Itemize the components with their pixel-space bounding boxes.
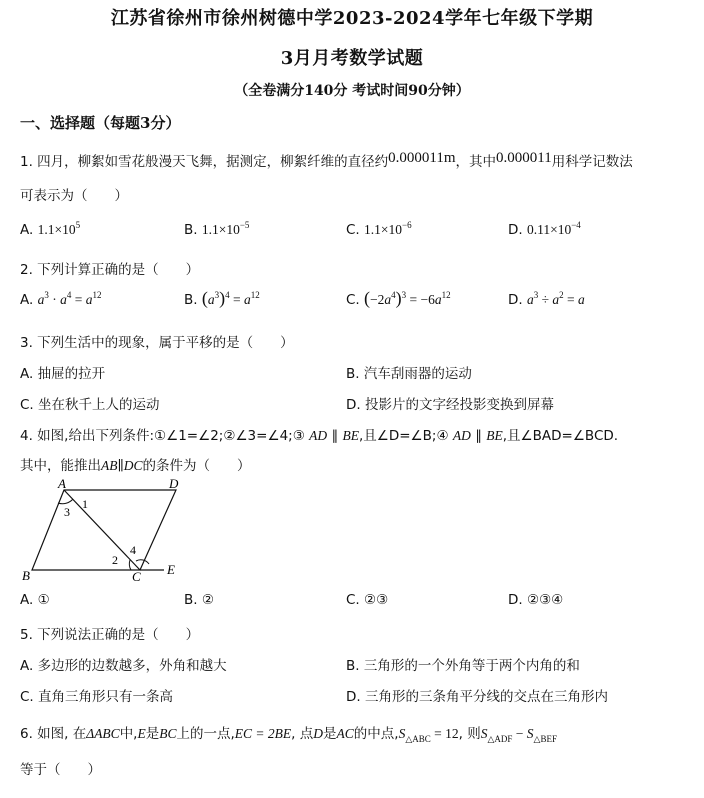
- q4-option-a[interactable]: A. ①: [20, 592, 50, 608]
- q4-option-b[interactable]: B. ②: [184, 592, 214, 608]
- q5-option-d[interactable]: D. 三角形的三条角平分线的交点在三角形内: [346, 689, 608, 705]
- question-1-line-1: 1. 四月，柳絮如雪花般漫天飞舞，据测定，柳絮纤维的直径约0.000011m，其中0.000011用科学记数法: [20, 150, 633, 170]
- label-d: D: [169, 478, 179, 491]
- q4-option-d[interactable]: D. ②③④: [508, 592, 564, 608]
- label-angle-2: 2: [112, 553, 118, 567]
- label-e: E: [167, 562, 175, 577]
- q4-parallelogram-figure: [18, 478, 188, 582]
- q1-option-b[interactable]: B. $1.1\times 10^{-5}$: [184, 220, 250, 238]
- q1-option-a[interactable]: A. $1.1\times 10^5$: [20, 220, 81, 238]
- section-heading: 一、选择题（每题3分）: [20, 114, 181, 132]
- q3-option-c[interactable]: C. 坐在秋千上人的运动: [20, 397, 160, 413]
- q5-option-a[interactable]: A. 多边形的边数越多，外角和越大: [20, 658, 227, 674]
- question-6-line-1: 6. 如图, 在ΔABC中,E是BC上的一点,EC = 2BE, 点D是AC的中点$,S_{\triangle ABC} = 12$, 则$S_{\triangle ADF} - S_{\triangle BEF}$: [20, 726, 557, 744]
- q2-option-a[interactable]: A. $a^3 \cdot a^4 = a^{12}$: [20, 290, 102, 308]
- q3-option-d[interactable]: D. 投影片的文字经投影变换到屏幕: [346, 397, 554, 413]
- diagonal-ac: [64, 490, 140, 570]
- question-1-line-2: 可表示为（ ）: [20, 188, 128, 204]
- q5-option-b[interactable]: B. 三角形的一个外角等于两个内角的和: [346, 658, 580, 674]
- parallelogram-abcd: [32, 490, 176, 570]
- question-6-line-2: 等于（ ）: [20, 762, 101, 778]
- label-a: A: [58, 478, 66, 491]
- exam-title: 江苏省徐州市徐州树德中学2023-2024学年七年级下学期: [110, 8, 594, 29]
- exam-info: （全卷满分140分 考试时间90分钟）: [234, 83, 470, 99]
- exam-subtitle-month: 3月月考数学试题: [280, 48, 424, 69]
- question-3: 3. 下列生活中的现象，属于平移的是（ ）: [20, 335, 294, 351]
- question-4-line-2: 其中，能推出AB∥DC的条件为（ ）: [20, 458, 251, 474]
- label-angle-1: 1: [82, 497, 88, 511]
- question-5: 5. 下列说法正确的是（ ）: [20, 627, 200, 643]
- q1-option-d[interactable]: D. $0.11\times 10^{-4}$: [508, 220, 581, 238]
- q4-option-c[interactable]: C. ②③: [346, 592, 389, 608]
- q3-option-b[interactable]: B. 汽车刮雨器的运动: [346, 366, 472, 382]
- label-angle-4: 4: [130, 543, 136, 557]
- q2-option-b[interactable]: B. $(a^3)^4 = a^{12}$: [184, 288, 260, 308]
- q2-option-c[interactable]: C. $(-2a^4)^3 = -6a^{12}$: [346, 288, 451, 308]
- label-angle-3: 3: [64, 505, 70, 519]
- q1-option-c[interactable]: C. $1.1\times 10^{-6}$: [346, 220, 412, 238]
- label-b: B: [22, 568, 30, 582]
- q3-option-a[interactable]: A. 抽屉的拉开: [20, 366, 106, 382]
- angle-arc-c1: [129, 560, 131, 570]
- q2-option-d[interactable]: D. $a^3 \div a^2 = a$: [508, 290, 585, 308]
- question-2: 2. 下列计算正确的是（ ）: [20, 262, 200, 278]
- question-4-line-1: 4. 如图,给出下列条件:①∠1=∠2;②∠3=∠4;③ AD ∥ BE,且∠D=∠B;④ AD ∥ BE,且∠BAD=∠BCD.: [20, 428, 619, 444]
- label-c: C: [132, 569, 141, 582]
- q5-option-c[interactable]: C. 直角三角形只有一条高: [20, 689, 174, 705]
